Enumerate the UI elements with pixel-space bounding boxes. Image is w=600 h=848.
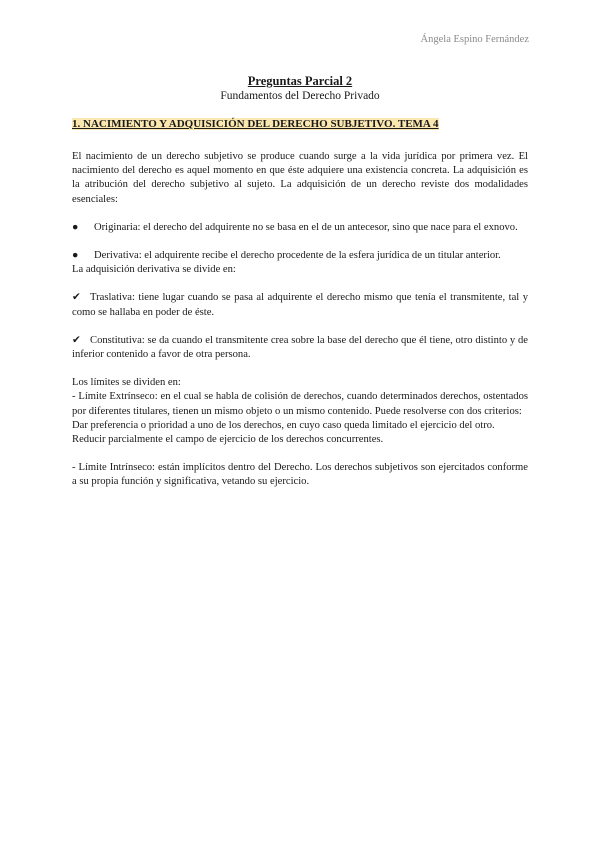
- checkmark-icon: ✔: [72, 334, 81, 346]
- document-body: [72, 150, 528, 490]
- derivativa-division: La adquisición derivativa se divide en:: [72, 264, 236, 276]
- intro-paragraph: El nacimiento de un derecho subjetivo se produce cuando surge a la vida jurídica por primera vez. El nacimiento del derecho es aquel momento en que éste adquiere una existencia concreta. La adquisición es la atribución del derecho subjetivo al sujeto. La adquisición de un derecho reviste dos modalidades esenciales:: [72, 151, 528, 205]
- bullet-icon: ●: [72, 250, 79, 262]
- originaria-item: [72, 221, 528, 235]
- constitutiva-item: [72, 334, 528, 362]
- checkmark-icon: ✔: [72, 292, 81, 304]
- criterio-2: Reducir parcialmente el campo de ejercicio de los derechos concurrentes.: [72, 434, 384, 446]
- limite-intrinseco: - Límite Intrínseco: están implícitos dentro del Derecho. Los derechos subjetivos son ejercitados conforme a su propia función y significativa, vetando su ejercicio.: [72, 462, 528, 488]
- originaria-text: Originaria: el derecho del adquirente no se basa en el de un antecesor, sino que nace para el exnovo.: [94, 221, 518, 233]
- section-heading-text: 1. NACIMIENTO Y ADQUISICIÓN DEL DERECHO SUBJETIVO. TEMA 4: [72, 118, 439, 130]
- traslativa-text: Traslativa: tiene lugar cuando se pasa al adquirente el derecho mismo que tenía el transmitente, tal y como se hallaba en poder de éste.: [72, 292, 528, 318]
- derivativa-item: [72, 249, 528, 263]
- criterio-1: Dar preferencia o prioridad a uno de los derechos, en cuyo caso queda limitado el ejercicio del otro.: [72, 419, 495, 431]
- bullet-icon: ●: [72, 221, 79, 233]
- document-title: Preguntas Parcial 2: [247, 74, 353, 88]
- constitutiva-text: Constitutiva: se da cuando el transmitente crea sobre la base del derecho que él tiene, otro distinto y de inferior contenido a favor de otra persona.: [72, 334, 528, 361]
- author-name: Ángela Espino Fernández: [420, 34, 529, 45]
- limits-intro: Los límites se dividen en:: [72, 377, 181, 389]
- section-heading: [72, 118, 528, 130]
- document-subtitle: Fundamentos del Derecho Privado: [220, 90, 380, 102]
- traslativa-item: [72, 291, 528, 319]
- derivativa-text: Derivativa: el adquirente recibe el derecho procedente de la esfera jurídica de un titular anterior.: [94, 250, 501, 262]
- limite-extrinseco: - Límite Extrínseco: en el cual se habla de colisión de derechos, cuando determinados derechos, ostentados por diferentes titulares, tienen un mismo objeto o un mismo contenido. Puede resolverse con dos criterios:: [72, 391, 528, 417]
